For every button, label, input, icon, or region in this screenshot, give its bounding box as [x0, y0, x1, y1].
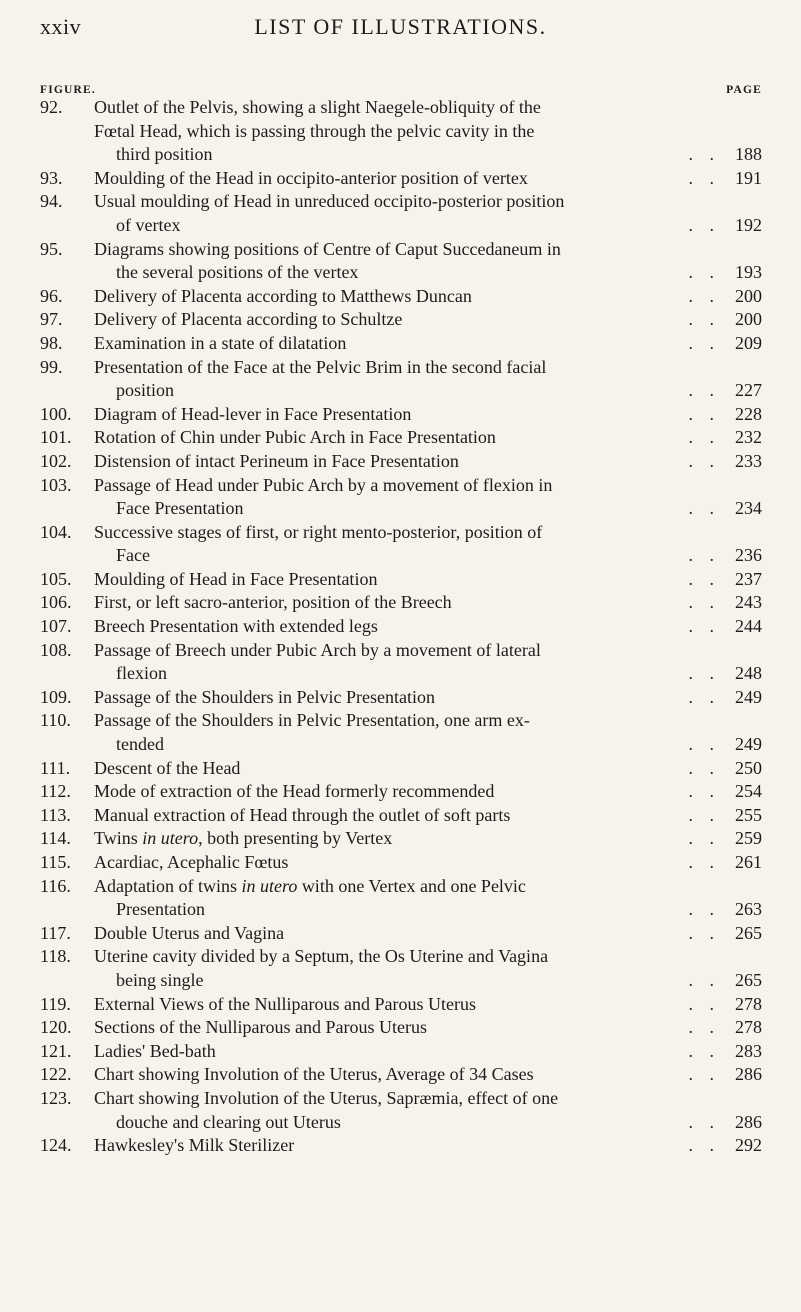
page-number: 237 [735, 568, 762, 589]
toc-entry [40, 945, 762, 992]
title-text: with one Vertex and one Pelvic [297, 875, 526, 896]
figure-number: 114. [40, 828, 71, 849]
toc-entry [40, 426, 762, 450]
title-text: , both presenting by Vertex [198, 828, 393, 849]
figure-number: 92. [40, 97, 63, 117]
title-last-line: tended [116, 734, 164, 755]
entry-title [94, 332, 762, 356]
title-last-line: Mode of extraction of the Head formerly recommended [94, 781, 495, 802]
toc-entry [40, 96, 762, 167]
leader-dots: . . [688, 403, 720, 424]
figure-number: 116. [40, 875, 71, 896]
figure-number: 105. [40, 568, 72, 589]
page-number: 193 [735, 262, 762, 283]
leader-dots: . . [688, 757, 720, 778]
page-number: 191 [735, 167, 762, 188]
title-last-line [94, 827, 706, 851]
title-last-line: Passage of the Shoulders in Pelvic Presentation [94, 686, 435, 707]
leader-dots: . . [688, 663, 720, 684]
leader-dots: . . [688, 1040, 720, 1061]
entry-title [94, 1016, 762, 1040]
page-leader [689, 1111, 763, 1135]
entry-title [94, 780, 762, 804]
leader-dots: . . [688, 899, 720, 920]
leader-dots: . . [688, 427, 720, 448]
leader-dots: . . [688, 167, 720, 188]
entry-title [94, 639, 762, 686]
entry-title [94, 450, 762, 474]
page-number: 236 [735, 545, 762, 566]
title-line: Passage of Breech under Pubic Arch by a movement of lateral [94, 639, 541, 660]
page-number: 265 [735, 969, 762, 990]
title-last-line: being single [116, 969, 204, 990]
figure-number: 115. [40, 852, 71, 872]
entry-title [94, 521, 762, 568]
figure-number: 119. [40, 993, 71, 1014]
toc-entry [40, 639, 762, 686]
italic-text: in utero [241, 875, 298, 896]
figure-number: 121. [40, 1040, 72, 1061]
page-number: 278 [735, 993, 762, 1014]
title-line: Chart showing Involution of the Uterus, Sapræmia, effect of one [94, 1087, 559, 1108]
page-number: 244 [735, 616, 762, 637]
title-last-line: External Views of the Nulliparous and Parous Uterus [94, 993, 477, 1014]
leader-dots: . . [688, 309, 720, 330]
page-leader [689, 285, 763, 309]
figure-column-heading: FIGURE. [40, 84, 97, 96]
leader-dots: . . [688, 734, 720, 755]
page-leader [689, 497, 763, 521]
entry-title [94, 96, 762, 167]
leader-dots: . . [688, 285, 720, 306]
leader-dots: . . [688, 498, 720, 519]
figure-number: 117. [40, 922, 71, 943]
leader-dots: . . [688, 1017, 720, 1038]
figure-number: 95. [40, 238, 63, 259]
toc-entry [40, 827, 762, 851]
page-number: 234 [735, 498, 762, 519]
figure-number: 118. [40, 946, 71, 967]
toc-entry [40, 238, 762, 285]
leader-dots: . . [688, 450, 720, 471]
entry-title [94, 922, 762, 946]
entry-title [94, 474, 762, 521]
entry-title [94, 827, 762, 851]
entry-title [94, 167, 762, 191]
page-leader [689, 332, 763, 356]
leader-dots: . . [688, 568, 720, 589]
toc-entry [40, 285, 762, 309]
figure-number: 110. [40, 710, 71, 731]
page-number: 200 [735, 285, 762, 306]
figure-number: 107. [40, 616, 72, 637]
entry-title [94, 757, 762, 781]
page-number: 249 [735, 686, 762, 707]
title-last-line: Chart showing Involution of the Uterus, Average of 34 Cases [94, 1064, 534, 1085]
title-line: Uterine cavity divided by a Septum, the Os Uterine and Vagina [94, 946, 549, 967]
page-number: 283 [735, 1040, 762, 1061]
entry-title [94, 1040, 762, 1064]
title-last-line: douche and clearing out Uterus [116, 1111, 341, 1132]
toc-entry [40, 591, 762, 615]
title-last-line: Moulding of Head in Face Presentation [94, 568, 378, 589]
toc-entry [40, 875, 762, 922]
figure-number: 99. [40, 356, 63, 377]
toc-entry [40, 686, 762, 710]
figure-number: 104. [40, 521, 72, 542]
leader-dots: . . [688, 214, 720, 235]
toc-entry [40, 804, 762, 828]
title-last-line: Ladies' Bed-bath [94, 1040, 216, 1061]
figure-number: 93. [40, 167, 63, 188]
page-leader [689, 733, 763, 757]
title-last-line: Breech Presentation with extended legs [94, 616, 378, 637]
page-number: 233 [735, 450, 762, 471]
leader-dots: . . [688, 828, 720, 849]
title-last-line: Presentation [116, 899, 205, 920]
entry-title [94, 686, 762, 710]
page-leader [689, 851, 763, 875]
title-last-line: Diagram of Head-lever in Face Presentation [94, 403, 412, 424]
page-number: 248 [735, 663, 762, 684]
toc-entry [40, 780, 762, 804]
title-last-line: Sections of the Nulliparous and Parous Uterus [94, 1017, 427, 1038]
entry-title [94, 568, 762, 592]
page-leader [689, 167, 763, 191]
leader-dots: . . [688, 592, 720, 613]
title-line: Outlet of the Pelvis, showing a slight Naegele-obliquity of the [94, 97, 541, 117]
page-leader [689, 426, 763, 450]
title-line: Presentation of the Face at the Pelvic Brim in the second facial [94, 356, 547, 377]
figure-number: 97. [40, 309, 63, 330]
title-text: Twins [94, 828, 143, 849]
title-last-line: Acardiac, Acephalic Fœtus [94, 852, 289, 872]
toc-entry [40, 1134, 762, 1158]
leader-dots: . . [688, 1135, 720, 1156]
page-title: LIST OF ILLUSTRATIONS. [254, 14, 547, 39]
page-leader [689, 308, 763, 332]
toc-entry [40, 308, 762, 332]
leader-dots: . . [688, 922, 720, 943]
title-last-line: Hawkesley's Milk Sterilizer [94, 1135, 295, 1156]
page-leader [689, 544, 763, 568]
title-last-line: Rotation of Chin under Pubic Arch in Face Presentation [94, 427, 496, 448]
leader-dots: . . [688, 781, 720, 802]
leader-dots: . . [688, 545, 720, 566]
page-leader [689, 686, 763, 710]
entry-title [94, 190, 762, 237]
figure-number: 120. [40, 1017, 72, 1038]
entry-title [94, 804, 762, 828]
leader-dots: . . [688, 616, 720, 637]
figure-number: 106. [40, 592, 72, 613]
title-last-line: Face [116, 545, 150, 566]
title-line: Diagrams showing positions of Centre of Caput Succedaneum in [94, 238, 561, 259]
page-leader [689, 922, 763, 946]
title-last-line: Delivery of Placenta according to Schultze [94, 309, 403, 330]
toc-entry [40, 403, 762, 427]
page-number: 192 [735, 214, 762, 235]
figure-number: 94. [40, 191, 63, 212]
title-last-line: the several positions of the vertex [116, 262, 359, 283]
entry-title [94, 1087, 762, 1134]
toc-entry [40, 922, 762, 946]
entry-title [94, 709, 762, 756]
figure-number: 96. [40, 285, 63, 306]
title-line: Passage of Head under Pubic Arch by a movement of flexion in [94, 474, 553, 495]
toc-entry [40, 568, 762, 592]
title-line: Passage of the Shoulders in Pelvic Presentation, one arm ex- [94, 710, 530, 731]
toc-entry [40, 167, 762, 191]
toc-entry [40, 757, 762, 781]
figure-number: 111. [40, 757, 71, 778]
toc-entry [40, 521, 762, 568]
page-column-heading: PAGE [726, 84, 762, 96]
figure-number: 122. [40, 1064, 72, 1085]
page-leader [689, 143, 763, 167]
toc-entry [40, 190, 762, 237]
toc-entry [40, 332, 762, 356]
title-last-line: flexion [116, 663, 167, 684]
page-number: 265 [735, 922, 762, 943]
leader-dots: . . [688, 262, 720, 283]
italic-text: in utero [142, 828, 199, 849]
entry-title [94, 1063, 762, 1087]
page-leader [689, 403, 763, 427]
page-leader [689, 615, 763, 639]
page-number: 250 [735, 757, 762, 778]
page-leader [689, 591, 763, 615]
figure-number: 103. [40, 474, 72, 495]
page-number: 228 [735, 403, 762, 424]
entry-title [94, 851, 762, 875]
leader-dots: . . [688, 380, 720, 401]
page-number: 209 [735, 332, 762, 353]
title-last-line: Moulding of the Head in occipito-anterior position of vertex [94, 167, 528, 188]
page-leader [689, 379, 763, 403]
toc-entry [40, 474, 762, 521]
entry-title [94, 1134, 762, 1158]
page-number: 286 [735, 1111, 762, 1132]
page-leader [689, 1063, 763, 1087]
title-last-line: First, or left sacro-anterior, position of the Breech [94, 592, 452, 613]
illustrations-list [40, 96, 762, 1158]
title-last-line: position [116, 380, 175, 401]
page-number: 261 [735, 852, 762, 872]
title-line: Fœtal Head, which is passing through the pelvic cavity in the [94, 120, 535, 141]
figure-number: 123. [40, 1087, 72, 1108]
title-last-line: Distension of intact Perineum in Face Presentation [94, 450, 459, 471]
page-number: 243 [735, 592, 762, 613]
page-leader [689, 568, 763, 592]
leader-dots: . . [688, 969, 720, 990]
toc-entry [40, 1040, 762, 1064]
entry-title [94, 993, 762, 1017]
leader-dots: . . [688, 332, 720, 353]
entry-title [94, 945, 762, 992]
figure-number: 100. [40, 403, 72, 424]
page-number: 263 [735, 899, 762, 920]
title-last-line: Examination in a state of dilatation [94, 332, 347, 353]
leader-dots: . . [688, 1111, 720, 1132]
title-last-line: Manual extraction of Head through the outlet of soft parts [94, 804, 511, 825]
title-last-line: of vertex [116, 214, 181, 235]
page-number: 255 [735, 804, 762, 825]
figure-number: 101. [40, 427, 72, 448]
leader-dots: . . [688, 852, 720, 872]
toc-entry [40, 450, 762, 474]
toc-entry [40, 615, 762, 639]
toc-entry [40, 1063, 762, 1087]
page-leader [689, 804, 763, 828]
page-number: 249 [735, 734, 762, 755]
entry-title [94, 403, 762, 427]
toc-entry [40, 709, 762, 756]
entry-title [94, 238, 762, 285]
page-leader [689, 214, 763, 238]
entry-title [94, 426, 762, 450]
leader-dots: . . [688, 1064, 720, 1085]
page-folio: xxiv [40, 14, 82, 39]
page-number: 232 [735, 427, 762, 448]
page-leader [689, 1040, 763, 1064]
title-text: Adaptation of twins [94, 875, 242, 896]
toc-entry [40, 1016, 762, 1040]
toc-entry [40, 356, 762, 403]
page-number: 227 [735, 380, 762, 401]
title-last-line: Double Uterus and Vagina [94, 922, 285, 943]
title-last-line: Face Presentation [116, 498, 244, 519]
entry-title [94, 615, 762, 639]
page-leader [689, 662, 763, 686]
title-line: Usual moulding of Head in unreduced occipito-posterior position [94, 191, 565, 212]
page-leader [689, 1016, 763, 1040]
page-leader [689, 261, 763, 285]
page-leader [689, 757, 763, 781]
page-leader [689, 827, 763, 851]
figure-number: 108. [40, 639, 72, 660]
running-head [0, 14, 801, 42]
figure-number: 112. [40, 781, 71, 802]
title-last-line: third position [116, 144, 213, 165]
title-line [94, 875, 706, 899]
leader-dots: . . [688, 804, 720, 825]
page-leader [689, 450, 763, 474]
page-number: 292 [735, 1135, 762, 1156]
page-leader [689, 993, 763, 1017]
leader-dots: . . [688, 993, 720, 1014]
page-number: 254 [735, 781, 762, 802]
leader-dots: . . [688, 144, 720, 165]
title-line: Successive stages of first, or right mento-posterior, position of [94, 521, 543, 542]
entry-title [94, 308, 762, 332]
entry-title [94, 875, 762, 922]
page-leader [689, 1134, 763, 1158]
figure-number: 98. [40, 332, 63, 353]
figure-number: 124. [40, 1135, 72, 1156]
page-leader [689, 969, 763, 993]
figure-number: 109. [40, 686, 72, 707]
entry-title [94, 356, 762, 403]
entry-title [94, 285, 762, 309]
toc-entry [40, 851, 762, 875]
page-number: 259 [735, 828, 762, 849]
toc-entry [40, 993, 762, 1017]
title-last-line: Descent of the Head [94, 757, 241, 778]
page-leader [689, 780, 763, 804]
leader-dots: . . [688, 686, 720, 707]
page-number: 286 [735, 1064, 762, 1085]
page-number: 188 [735, 144, 762, 165]
page-number: 278 [735, 1017, 762, 1038]
page-leader [689, 898, 763, 922]
entry-title [94, 591, 762, 615]
figure-number: 113. [40, 804, 71, 825]
title-last-line: Delivery of Placenta according to Matthews Duncan [94, 285, 472, 306]
toc-entry [40, 1087, 762, 1134]
page-number: 200 [735, 309, 762, 330]
figure-number: 102. [40, 450, 72, 471]
